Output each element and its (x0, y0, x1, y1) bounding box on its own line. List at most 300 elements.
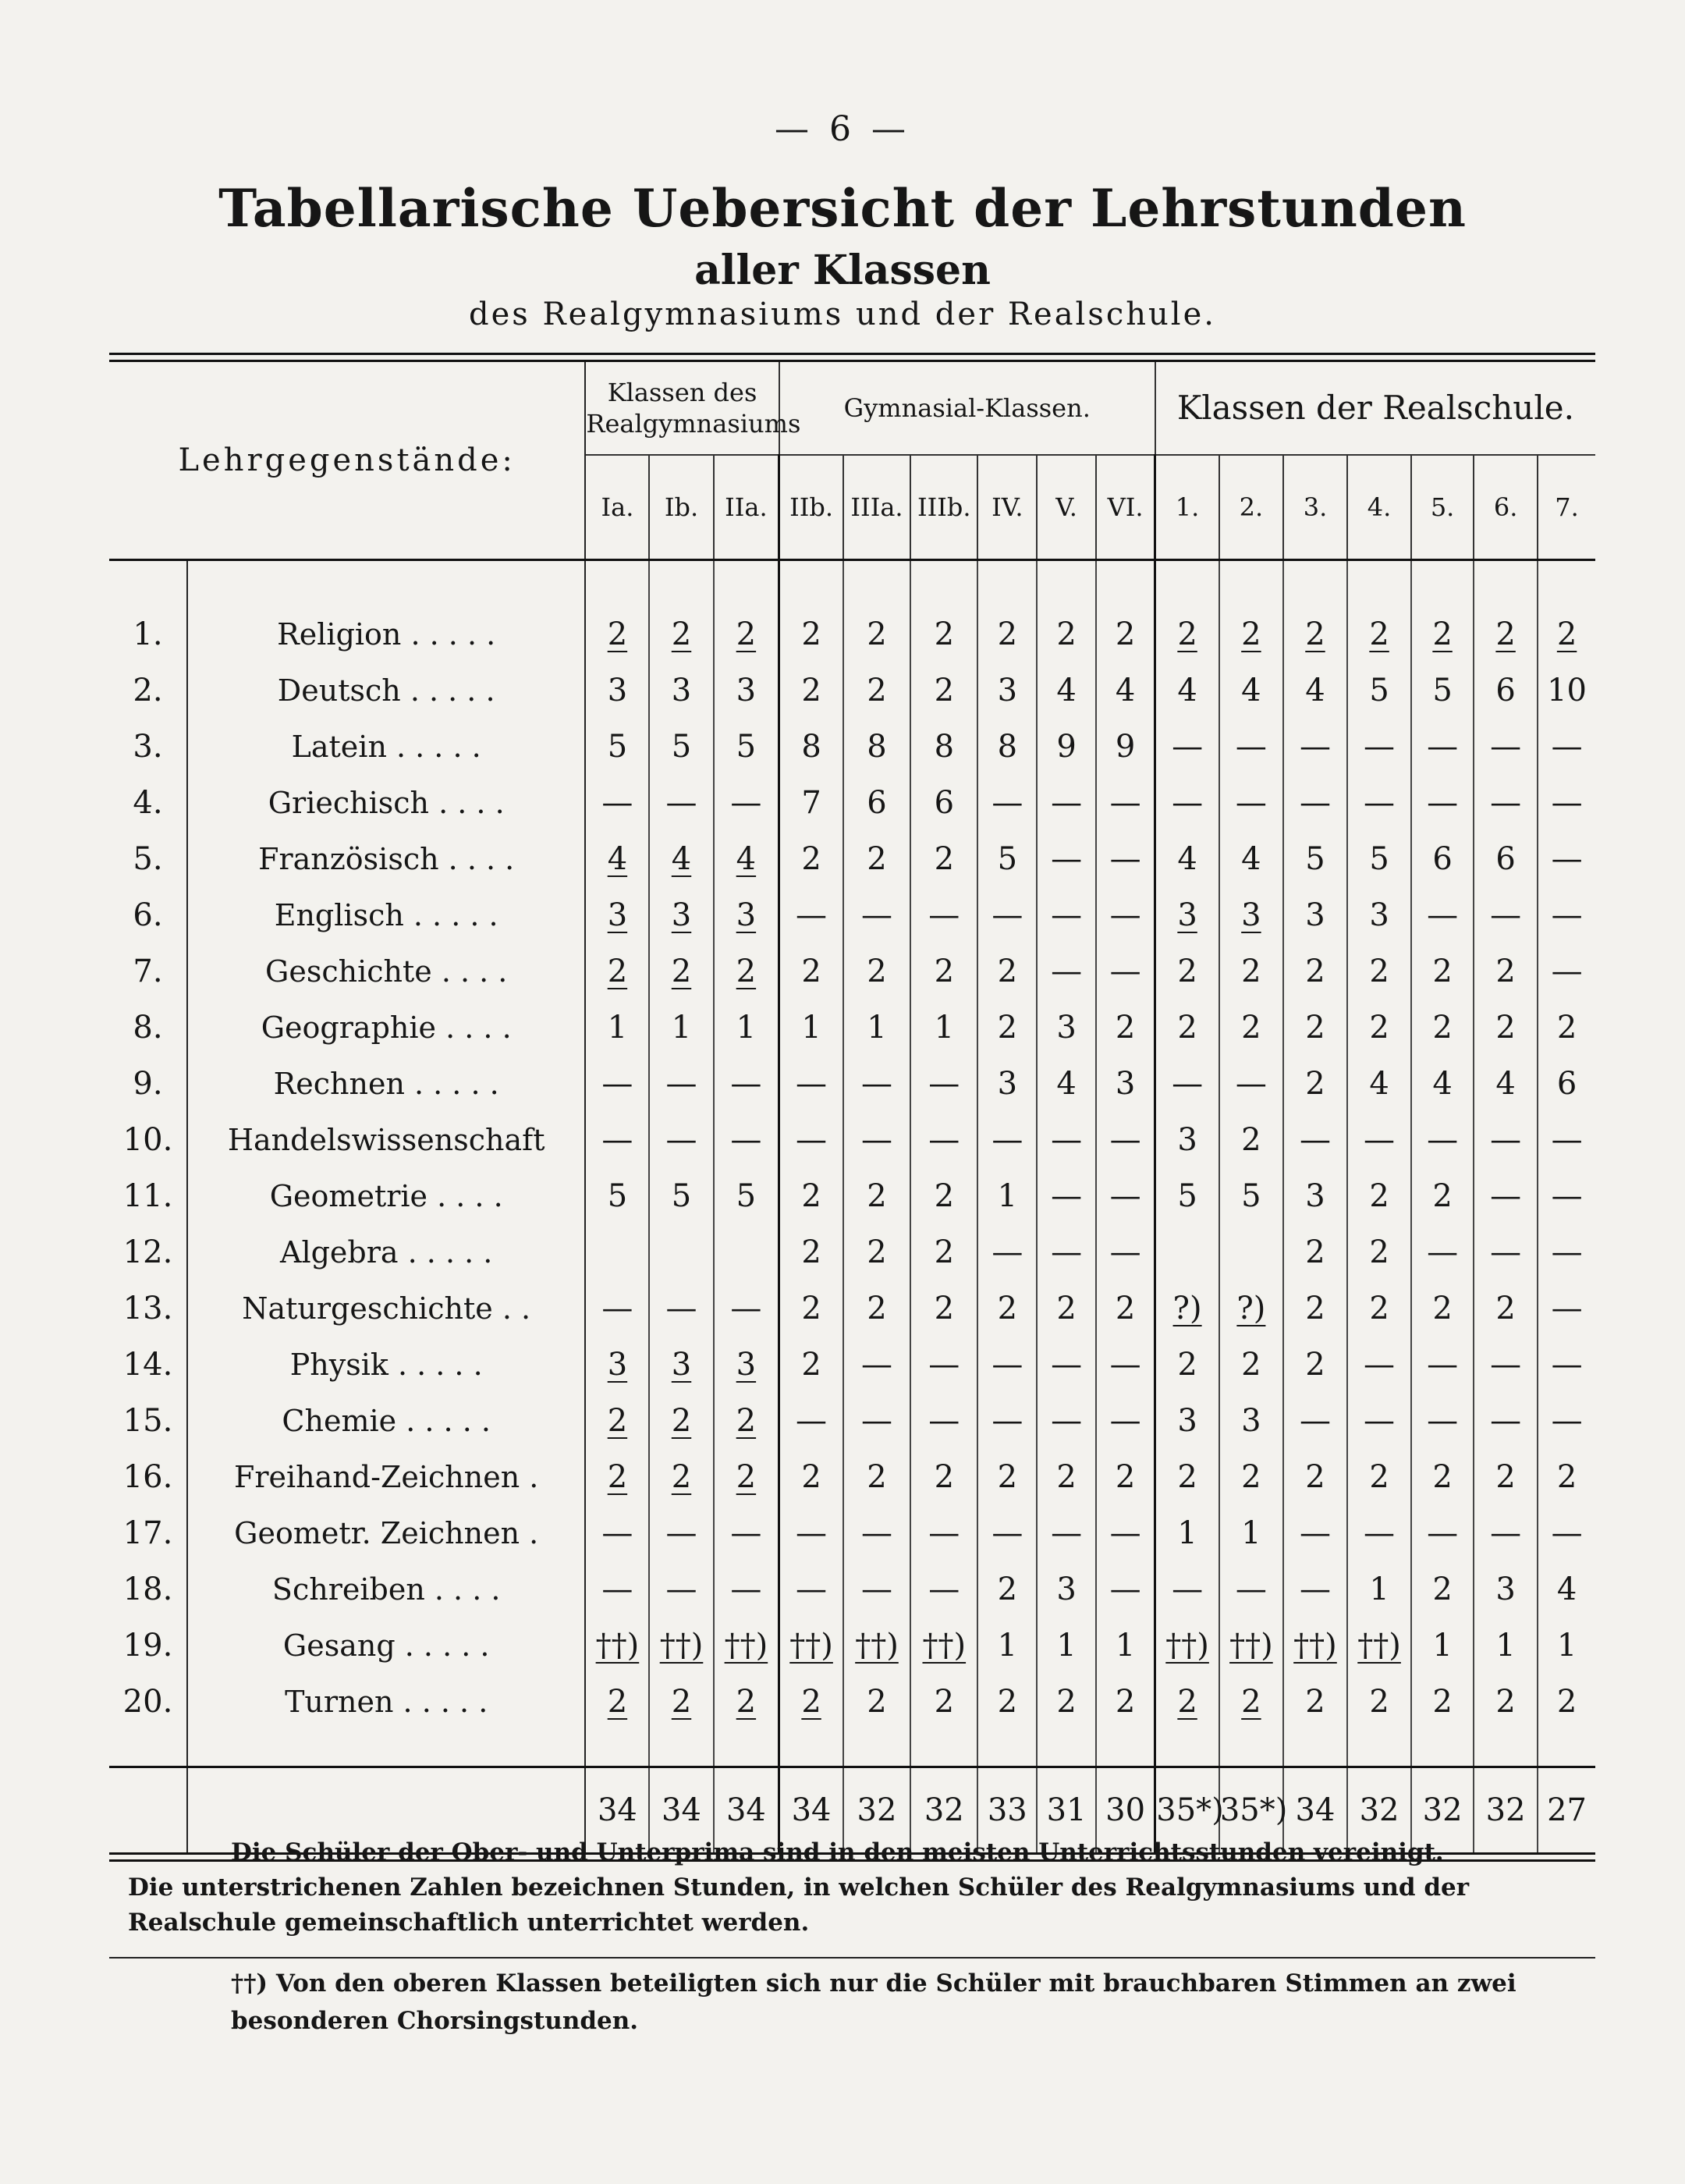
table-row (109, 1449, 1595, 1505)
spacer-cell (714, 560, 779, 607)
hours-cell: 2 (779, 1337, 843, 1393)
row-number: 6. (109, 887, 187, 943)
row-number: 11. (109, 1168, 187, 1224)
table-row (109, 887, 1595, 943)
hours-cell: 3 (714, 1337, 779, 1393)
total-cell: 32 (1411, 1767, 1474, 1853)
hours-cell: — (585, 1112, 649, 1168)
hours-cell: 2 (910, 1674, 977, 1730)
hours-cell: 2 (977, 1280, 1037, 1337)
spacer-cell (910, 1730, 977, 1767)
hours-cell: — (1096, 943, 1155, 1000)
total-cell: 33 (977, 1767, 1037, 1853)
table-row (109, 1337, 1595, 1393)
spacer-cell (714, 1730, 779, 1767)
hours-cell: — (1155, 775, 1219, 831)
subject-name: Rechnen . . . . . (187, 1056, 585, 1112)
hours-cell: — (1551, 785, 1583, 821)
hours-cell: — (1474, 1168, 1538, 1224)
hours-cell: 3 (649, 662, 713, 719)
hours-cell: 3 (1219, 887, 1283, 943)
class-header-15: 7. (1538, 455, 1595, 560)
spacer-cell (1347, 560, 1411, 607)
hours-cell: 2 (779, 1224, 843, 1280)
subject-name: Geometr. Zeichnen . (187, 1505, 585, 1561)
hours-cell: 5 (585, 1168, 649, 1224)
page-subtitle-detail: des Realgymnasiums und der Realschule. (469, 297, 1216, 332)
class-header-4: IIIa. (843, 455, 910, 560)
table-notes (128, 1835, 1596, 1941)
hours-cell: 2 (1283, 1674, 1347, 1730)
hours-cell: 2 (585, 1674, 649, 1730)
hours-cell: 1 (649, 1000, 713, 1056)
subject-header: Lehrgegenstände: (109, 362, 585, 560)
hours-cell: 2 (1283, 1056, 1347, 1112)
hours-cell: 1 (843, 1000, 910, 1056)
hours-cell: — (1155, 1056, 1219, 1112)
hours-cell: 3 (649, 887, 713, 943)
hours-cell: 3 (1283, 1168, 1347, 1224)
hours-cell: — (977, 1505, 1037, 1561)
hours-cell: — (1474, 887, 1538, 943)
hours-cell: — (1283, 1561, 1347, 1618)
hours-cell: 5 (1219, 1168, 1283, 1224)
hours-cell: 4 (1037, 662, 1096, 719)
hours-cell (1155, 1224, 1219, 1280)
hours-cell: — (779, 1056, 843, 1112)
hours-cell: — (1037, 831, 1096, 887)
hours-cell: 1 (977, 1618, 1037, 1674)
lesson-table-body (109, 560, 1595, 1853)
hours-cell: 2 (1219, 1674, 1283, 1730)
hours-cell (714, 1224, 779, 1280)
hours-cell: 2 (779, 831, 843, 887)
row-number: 12. (109, 1224, 187, 1280)
hours-cell: 2 (1155, 1449, 1219, 1505)
hours-cell: 2 (1283, 606, 1347, 662)
hours-cell: — (910, 1393, 977, 1449)
hours-cell: 1 (1474, 1618, 1538, 1674)
class-header-13: 5. (1411, 455, 1474, 560)
total-cell: 32 (1347, 1767, 1411, 1853)
hours-cell: — (649, 1112, 713, 1168)
hours-cell: 2 (649, 1393, 713, 1449)
hours-cell: — (1347, 775, 1411, 831)
hours-cell: 2 (1474, 606, 1538, 662)
hours-cell: 2 (1096, 1280, 1155, 1337)
spacer-cell (585, 1730, 649, 1767)
hours-cell: — (977, 1112, 1037, 1168)
page-title: Tabellarische Uebersicht der Lehrstunden (218, 178, 1467, 239)
table-row (109, 775, 1595, 831)
spacer-cell (843, 1730, 910, 1767)
hours-cell: — (1411, 1224, 1474, 1280)
total-cell: 31 (1037, 1767, 1096, 1853)
row-number: 9. (109, 1056, 187, 1112)
hours-cell: 5 (977, 831, 1037, 887)
hours-cell: — (910, 1337, 977, 1393)
hours-cell: 2 (843, 1674, 910, 1730)
hours-cell: — (1283, 1505, 1347, 1561)
hours-cell: 4 (714, 831, 779, 887)
hours-cell: — (977, 887, 1037, 943)
hours-cell: 2 (1037, 1674, 1096, 1730)
hours-cell: 4 (1155, 662, 1219, 719)
hours-cell: 6 (1411, 831, 1474, 887)
hours-cell: 2 (779, 662, 843, 719)
group-realgymnasium-header: Klassen des Realgymnasiums (585, 362, 779, 455)
hours-cell: — (779, 1561, 843, 1618)
hours-cell: 2 (585, 1449, 649, 1505)
spacer-cell (1219, 560, 1283, 607)
spacer-cell (1411, 1730, 1474, 1767)
hours-cell: 3 (1347, 887, 1411, 943)
subject-name: Religion . . . . . (187, 606, 585, 662)
hours-cell: ††) (843, 1618, 910, 1674)
spacer-cell (187, 1730, 585, 1767)
hours-cell: 4 (585, 831, 649, 887)
hours-cell: 3 (649, 1337, 713, 1393)
hours-cell: 2 (779, 1168, 843, 1224)
class-header-7: V. (1037, 455, 1096, 560)
hours-cell: 4 (1411, 1056, 1474, 1112)
spacer-cell (1538, 1730, 1595, 1767)
hours-cell: ?) (1155, 1280, 1219, 1337)
row-number: 15. (109, 1393, 187, 1449)
group-realschule-header: Klassen der Realschule. (1155, 362, 1595, 455)
hours-cell: — (1283, 1112, 1347, 1168)
spacer-cell (1538, 560, 1595, 607)
class-header-8: VI. (1096, 455, 1155, 560)
total-cell: 32 (910, 1767, 977, 1853)
hours-cell: — (585, 1056, 649, 1112)
hours-cell: — (1037, 1393, 1096, 1449)
hours-cell: 2 (1155, 606, 1219, 662)
note-underlined: Die unterstrichenen Zahlen bezeichnen Stunden, in welchen Schüler des Realgymnasiums und der Realschule gemeinschaftlich unterrichtet werden. (128, 1873, 1470, 1937)
subject-name: Geographie . . . . (187, 1000, 585, 1056)
hours-cell: — (910, 887, 977, 943)
hours-cell: 2 (1556, 1684, 1577, 1720)
hours-cell: 2 (1474, 1000, 1538, 1056)
hours-cell: — (1096, 775, 1155, 831)
subject-name: Gesang . . . . . (187, 1618, 585, 1674)
hours-cell: 2 (779, 1280, 843, 1337)
hours-cell: 2 (1155, 1337, 1219, 1393)
hours-cell: 1 (977, 1168, 1037, 1224)
hours-cell: 2 (779, 943, 843, 1000)
subject-name: Geometrie . . . . (187, 1168, 585, 1224)
hours-cell: 9 (1037, 719, 1096, 775)
hours-cell: — (910, 1505, 977, 1561)
class-header-12: 4. (1347, 455, 1411, 560)
hours-cell: 2 (1556, 1459, 1577, 1495)
hours-cell: 3 (977, 1056, 1037, 1112)
total-cell: 34 (649, 1767, 713, 1853)
row-number: 2. (109, 662, 187, 719)
hours-cell: — (1474, 1505, 1538, 1561)
hours-cell: 2 (1411, 1168, 1474, 1224)
hours-cell: — (585, 1505, 649, 1561)
hours-cell: 1 (585, 1000, 649, 1056)
hours-cell: 2 (1347, 1000, 1411, 1056)
row-number: 16. (109, 1449, 187, 1505)
hours-cell: 2 (1347, 606, 1411, 662)
row-number: 19. (109, 1618, 187, 1674)
hours-cell: — (1347, 719, 1411, 775)
table-row (109, 1280, 1595, 1337)
table-row (109, 606, 1595, 662)
hours-cell: — (910, 1112, 977, 1168)
hours-cell: 2 (843, 1280, 910, 1337)
hours-cell: 2 (1347, 943, 1411, 1000)
spacer-cell (843, 560, 910, 607)
table-row (109, 1224, 1595, 1280)
table-row (109, 1561, 1595, 1618)
hours-cell: 2 (1219, 606, 1283, 662)
hours-cell: 2 (1347, 1674, 1411, 1730)
subject-name: Griechisch . . . . (187, 775, 585, 831)
hours-cell: 2 (585, 943, 649, 1000)
hours-cell: 2 (977, 1000, 1037, 1056)
spacer-cell (585, 560, 649, 607)
subject-name: Deutsch . . . . . (187, 662, 585, 719)
hours-cell: 2 (977, 606, 1037, 662)
hours-cell: — (1096, 1224, 1155, 1280)
hours-cell: 6 (1474, 831, 1538, 887)
hours-cell: 1 (1155, 1505, 1219, 1561)
row-number: 13. (109, 1280, 187, 1337)
hours-cell: ††) (714, 1618, 779, 1674)
lesson-table-wrapper (109, 353, 1595, 1862)
spacer-cell (109, 560, 187, 607)
hours-cell: 3 (1155, 1112, 1219, 1168)
hours-cell: — (977, 775, 1037, 831)
hours-cell (585, 1224, 649, 1280)
class-header-1: Ib. (649, 455, 713, 560)
hours-cell: 5 (1411, 662, 1474, 719)
hours-cell: 2 (843, 831, 910, 887)
subject-name: Chemie . . . . . (187, 1393, 585, 1449)
hours-cell: — (1037, 943, 1096, 1000)
hours-cell: 2 (1037, 606, 1096, 662)
total-cell: 30 (1096, 1767, 1155, 1853)
total-cell: 34 (585, 1767, 649, 1853)
hours-cell: 2 (1347, 1168, 1411, 1224)
hours-cell: — (1096, 1505, 1155, 1561)
totals-gap (109, 1767, 187, 1853)
spacer-cell (1155, 1730, 1219, 1767)
hours-cell: 2 (714, 1674, 779, 1730)
hours-cell: 2 (1283, 1000, 1347, 1056)
hours-cell: 2 (910, 831, 977, 887)
table-row (109, 1056, 1595, 1112)
hours-cell: — (1474, 775, 1538, 831)
spacer-row (109, 560, 1595, 607)
spacer-cell (187, 560, 585, 607)
hours-cell: 2 (1219, 943, 1283, 1000)
hours-cell: — (1096, 1393, 1155, 1449)
hours-cell: — (1551, 1291, 1583, 1326)
hours-cell: — (1551, 1515, 1583, 1551)
hours-cell: 2 (1556, 616, 1577, 652)
table-row (109, 1000, 1595, 1056)
hours-cell: 2 (1347, 1449, 1411, 1505)
hours-cell: 2 (1283, 1224, 1347, 1280)
hours-cell: 2 (779, 1449, 843, 1505)
hours-cell: 2 (714, 1393, 779, 1449)
hours-cell: — (1037, 1112, 1096, 1168)
hours-cell: 2 (910, 1280, 977, 1337)
hours-cell: 2 (1411, 943, 1474, 1000)
hours-cell: 3 (1283, 887, 1347, 943)
hours-cell: 2 (649, 1674, 713, 1730)
hours-cell: 2 (1411, 1280, 1474, 1337)
hours-cell (1219, 1224, 1283, 1280)
subject-name: Turnen . . . . . (187, 1674, 585, 1730)
spacer-cell (1283, 560, 1347, 607)
spacer-cell (1096, 1730, 1155, 1767)
hours-cell: — (779, 1112, 843, 1168)
hours-cell: ††) (1283, 1618, 1347, 1674)
subject-name: Schreiben . . . . (187, 1561, 585, 1618)
hours-cell: 2 (910, 1224, 977, 1280)
hours-cell: 4 (1155, 831, 1219, 887)
hours-cell: — (843, 1056, 910, 1112)
hours-cell: — (1096, 1561, 1155, 1618)
hours-cell: 2 (649, 606, 713, 662)
hours-cell: 2 (1219, 1112, 1283, 1168)
hours-cell: 1 (1556, 1628, 1577, 1664)
hours-cell: — (779, 1393, 843, 1449)
hours-cell: — (1551, 1178, 1583, 1214)
hours-cell: — (1474, 1224, 1538, 1280)
hours-cell: 5 (1347, 831, 1411, 887)
hours-cell: 2 (1283, 1280, 1347, 1337)
hours-cell: — (1411, 887, 1474, 943)
hours-cell: 2 (1411, 1449, 1474, 1505)
hours-cell: — (1037, 1168, 1096, 1224)
class-header-5: IIIb. (910, 455, 977, 560)
hours-cell: — (1551, 897, 1583, 933)
spacer-cell (1037, 560, 1096, 607)
hours-cell: 4 (1556, 1571, 1577, 1607)
page-number: — 6 — (775, 109, 910, 149)
hours-cell: 2 (977, 1449, 1037, 1505)
hours-cell: ††) (1155, 1618, 1219, 1674)
hours-cell: 2 (1474, 1280, 1538, 1337)
hours-cell (649, 1224, 713, 1280)
hours-cell: — (1037, 1224, 1096, 1280)
hours-cell: 2 (910, 606, 977, 662)
hours-cell: 2 (910, 1168, 977, 1224)
table-row (109, 1393, 1595, 1449)
subject-name: Latein . . . . . (187, 719, 585, 775)
hours-cell: 2 (779, 1674, 843, 1730)
subject-name: Geschichte . . . . (187, 943, 585, 1000)
hours-cell: — (649, 775, 713, 831)
hours-cell: ?) (1219, 1280, 1283, 1337)
spacer-cell (649, 560, 713, 607)
hours-cell: 2 (1096, 1449, 1155, 1505)
spacer-cell (779, 1730, 843, 1767)
hours-cell: 2 (1155, 943, 1219, 1000)
table-top-rule (109, 353, 1595, 362)
hours-cell: 2 (1411, 1674, 1474, 1730)
spacer-cell (1474, 1730, 1538, 1767)
hours-cell: 2 (714, 943, 779, 1000)
hours-cell: 3 (1219, 1393, 1283, 1449)
hours-cell: — (1096, 1168, 1155, 1224)
hours-cell: 3 (1037, 1000, 1096, 1056)
hours-cell: 4 (1219, 831, 1283, 887)
class-header-11: 3. (1283, 455, 1347, 560)
hours-cell: — (1474, 719, 1538, 775)
hours-cell: — (779, 887, 843, 943)
subject-name: Handelswissenschaft (187, 1112, 585, 1168)
spacer-cell (1347, 1730, 1411, 1767)
hours-cell: — (1037, 775, 1096, 831)
hours-cell: 2 (1096, 606, 1155, 662)
hours-cell: — (1096, 1112, 1155, 1168)
hours-cell: 2 (843, 943, 910, 1000)
class-header-10: 2. (1219, 455, 1283, 560)
class-header-2: IIa. (714, 455, 779, 560)
hours-cell: 8 (779, 719, 843, 775)
subject-name: Naturgeschichte . . (187, 1280, 585, 1337)
total-cell: 35*) (1219, 1767, 1283, 1853)
spacer-cell (1155, 560, 1219, 607)
hours-cell: 5 (714, 1168, 779, 1224)
spacer-cell (1474, 560, 1538, 607)
hours-cell: 2 (1411, 606, 1474, 662)
hours-cell: 4 (1037, 1056, 1096, 1112)
hours-cell: 2 (843, 1224, 910, 1280)
total-cell: 27 (1538, 1767, 1595, 1853)
row-number: 1. (109, 606, 187, 662)
hours-cell: 2 (1219, 1337, 1283, 1393)
hours-cell: 3 (585, 887, 649, 943)
hours-cell: 2 (1155, 1000, 1219, 1056)
hours-cell: 5 (1155, 1168, 1219, 1224)
hours-cell: — (1474, 1337, 1538, 1393)
hours-cell: — (585, 775, 649, 831)
spacer-cell (977, 1730, 1037, 1767)
hours-cell: 1 (1411, 1618, 1474, 1674)
footnote-text: ††) Von den oberen Klassen beteiligten sich nur die Schüler mit brauchbaren Stimmen an zwei besonderen Chorsingstunden. (231, 1969, 1516, 2036)
hours-cell: — (843, 1337, 910, 1393)
hours-cell: 2 (1155, 1674, 1219, 1730)
hours-cell: — (843, 1505, 910, 1561)
hours-cell: 1 (1347, 1561, 1411, 1618)
row-number: 7. (109, 943, 187, 1000)
hours-cell: — (714, 775, 779, 831)
hours-cell: ††) (910, 1618, 977, 1674)
hours-cell: — (1411, 1393, 1474, 1449)
page-subtitle: aller Klassen (694, 247, 991, 294)
hours-cell: — (1219, 719, 1283, 775)
spacer-cell (1037, 1730, 1096, 1767)
hours-cell: — (1219, 1056, 1283, 1112)
subject-name: Freihand-Zeichnen . (187, 1449, 585, 1505)
hours-cell: 2 (649, 1449, 713, 1505)
hours-cell: — (1551, 1234, 1583, 1270)
total-cell: 34 (714, 1767, 779, 1853)
class-header-14: 6. (1474, 455, 1538, 560)
hours-cell: — (714, 1056, 779, 1112)
hours-cell: — (1283, 1393, 1347, 1449)
hours-cell: 3 (585, 1337, 649, 1393)
hours-cell: — (649, 1280, 713, 1337)
